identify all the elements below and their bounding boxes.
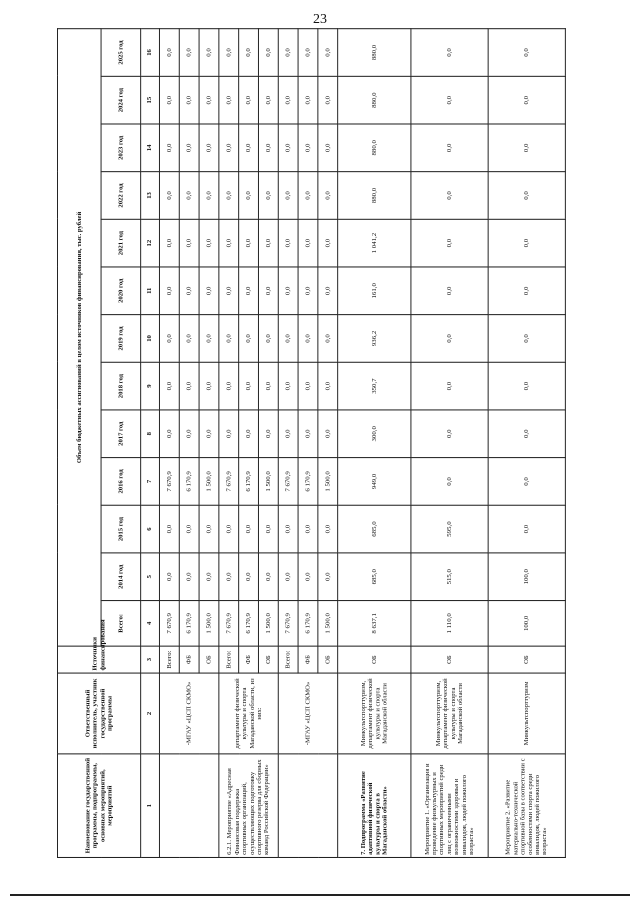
value-cell: 1 041,2 [338,219,411,267]
value-cell: 0,0 [258,410,278,458]
column-index: 14 [141,124,160,172]
value-cell: 0,0 [159,29,179,77]
value-cell: 0,0 [199,29,219,77]
row-source: ОБ [258,646,278,673]
value-cell: 880,0 [338,76,411,124]
value-cell: 685,0 [338,553,411,601]
value-cell: 0,0 [239,505,259,553]
value-cell: 0,0 [298,315,318,363]
header-year: 2023 год [101,124,141,172]
value-cell: 0,0 [159,553,179,601]
table-row [219,29,239,858]
value-cell: 0,0 [258,362,278,410]
table-row [411,29,488,858]
table-row [159,29,179,858]
value-cell: 0,0 [239,172,259,220]
value-cell: 0,0 [298,362,318,410]
column-index: 16 [141,29,160,77]
value-cell: 0,0 [411,410,488,458]
table-row [278,29,298,858]
value-cell: 0,0 [278,219,298,267]
value-cell: 0,0 [179,315,199,363]
column-index: 8 [141,410,160,458]
column-index: 6 [141,505,160,553]
row-source: Всего: [278,646,298,673]
row-source: Всего: [159,646,179,673]
value-cell: 0,0 [179,219,199,267]
value-cell: 0,0 [239,410,259,458]
header-year: 2024 год [101,76,141,124]
column-index: 15 [141,76,160,124]
column-index: 3 [141,646,160,673]
value-cell: 0,0 [298,219,318,267]
value-cell: 0,0 [258,172,278,220]
value-cell: 685,0 [338,505,411,553]
row-executor: -МГАУ «ЦСП СКМО» [159,673,218,754]
value-cell: 0,0 [318,505,338,553]
value-cell: 0,0 [411,267,488,315]
value-cell: 0,0 [488,362,565,410]
header-name: Наименование государственной программы, подпрограммы, основных мероприятий, мероприятий [57,754,140,858]
row-source: ОБ [411,646,488,673]
value-cell: 0,0 [298,76,318,124]
value-cell: 0,0 [219,362,239,410]
value-cell: 0,0 [278,267,298,315]
value-cell: 0,0 [199,172,219,220]
value-cell: 7 670,9 [278,458,298,506]
column-index: 7 [141,458,160,506]
value-cell: 0,0 [488,172,565,220]
value-cell: 0,0 [318,410,338,458]
value-cell: 0,0 [411,315,488,363]
value-cell: 880,0 [338,172,411,220]
value-cell: 0,0 [258,76,278,124]
value-cell: 0,0 [239,315,259,363]
value-cell: 0,0 [159,219,179,267]
value-cell: 6 170,9 [239,601,259,647]
value-cell: 0,0 [179,553,199,601]
value-cell: 0,0 [318,362,338,410]
header-year: 2014 год [101,553,141,601]
header-year: 2015 год [101,505,141,553]
value-cell: 0,0 [258,219,278,267]
value-cell: 1 500,0 [199,458,219,506]
value-cell: 0,0 [219,219,239,267]
header-year: 2017 год [101,410,141,458]
value-cell: 0,0 [199,219,219,267]
value-cell: 0,0 [159,362,179,410]
value-cell: 6 170,9 [179,601,199,647]
table-row [338,29,411,858]
value-cell: 949,0 [338,458,411,506]
value-cell: 0,0 [258,553,278,601]
column-index-row [141,29,160,858]
value-cell: 0,0 [318,124,338,172]
value-cell: 7 670,9 [219,601,239,647]
value-cell: 7 670,9 [159,601,179,647]
value-cell: 0,0 [278,362,298,410]
value-cell: 0,0 [159,124,179,172]
value-cell: 0,0 [278,29,298,77]
column-index: 5 [141,553,160,601]
value-cell: 0,0 [488,458,565,506]
value-cell: 0,0 [318,315,338,363]
value-cell: 0,0 [318,172,338,220]
value-cell: 1 500,0 [258,601,278,647]
header-year: 2019 год [101,315,141,363]
header-year: 2022 год [101,172,141,220]
row-source: ФБ [179,646,199,673]
row-source: ОБ [318,646,338,673]
row-name: Мероприятие 1. «Организация и проведение физкультурных и спортивных мероприятий среди лиц с ограниченными возможностями здоровья и инвалидов, людей пожилого возраста» [411,754,488,858]
header-volume: Объем бюджетных ассигнований в целом источников финансирования, тыс. рублей [57,29,101,647]
value-cell: 0,0 [278,124,298,172]
row-name: 6.2.1. Мероприятие «Адресная Финансовая поддержка спортивных организаций, осуществляющих подготовку спортивного резерва для сборных команд Российской Федерации» [219,754,278,858]
value-cell: 0,0 [258,505,278,553]
value-cell: 0,0 [298,29,318,77]
value-cell: 0,0 [199,410,219,458]
row-executor: -МГАУ «ЦСП СКМО» [278,673,337,754]
value-cell: 0,0 [159,172,179,220]
value-cell: 0,0 [199,267,219,315]
value-cell: 0,0 [278,410,298,458]
value-cell: 515,0 [411,553,488,601]
value-cell: 0,0 [219,410,239,458]
value-cell: 0,0 [179,172,199,220]
row-executor: департамент физической культуры и спорта Магаданской области, из них: [219,673,278,754]
value-cell: 0,0 [159,76,179,124]
value-cell: 0,0 [411,29,488,77]
value-cell: 100,0 [488,601,565,647]
value-cell: 6 170,9 [298,458,318,506]
value-cell: 0,0 [488,410,565,458]
value-cell: 0,0 [318,76,338,124]
value-cell: 0,0 [239,553,259,601]
row-source: ОБ [199,646,219,673]
value-cell: 1 500,0 [318,601,338,647]
header-year: 2018 год [101,362,141,410]
value-cell: 0,0 [488,267,565,315]
value-cell: 0,0 [179,124,199,172]
value-cell: 0,0 [298,124,318,172]
bottom-rule [10,894,630,896]
header-executor: Ответственный исполнитель, участник государственной программы [57,673,140,754]
value-cell: 0,0 [159,410,179,458]
row-name: Мероприятие 2. «Развитие материально-технической спортивной базы в соответствии с особенностями спорта среди инвалидов, людей пожилого возраста» [488,754,565,858]
value-cell: 0,0 [199,505,219,553]
header-year: 2021 год [101,219,141,267]
value-cell: 7 670,9 [278,601,298,647]
header-source: Источники финансирования [57,646,140,673]
value-cell: 0,0 [219,267,239,315]
value-cell: 6 170,9 [239,458,259,506]
value-cell: 0,0 [219,124,239,172]
value-cell: 0,0 [488,76,565,124]
value-cell: 6 170,9 [298,601,318,647]
value-cell: 0,0 [258,267,278,315]
value-cell: 0,0 [318,29,338,77]
value-cell: 0,0 [219,553,239,601]
value-cell: 0,0 [199,124,219,172]
value-cell: 880,0 [338,124,411,172]
value-cell: 0,0 [411,362,488,410]
value-cell: 300,0 [338,410,411,458]
header-year: 2016 год [101,458,141,506]
value-cell: 0,0 [488,505,565,553]
row-source: ОБ [488,646,565,673]
value-cell: 0,0 [318,553,338,601]
value-cell: 0,0 [179,267,199,315]
value-cell: 0,0 [239,76,259,124]
value-cell: 0,0 [298,553,318,601]
value-cell: 0,0 [488,315,565,363]
value-cell: 0,0 [179,76,199,124]
value-cell: 0,0 [219,76,239,124]
value-cell: 0,0 [239,124,259,172]
value-cell: 0,0 [258,29,278,77]
value-cell: 1 110,0 [411,601,488,647]
value-cell: 0,0 [278,505,298,553]
column-index: 11 [141,267,160,315]
rotated-table-area [57,29,631,858]
value-cell: 1 500,0 [318,458,338,506]
value-cell: 0,0 [179,362,199,410]
row-name: 7. Подпрограмма «Развитие адаптивной физической культуры и спорта в Магаданской области» [338,754,411,858]
row-executor: Минкультспорттуризм [488,673,565,754]
value-cell: 7 670,9 [219,458,239,506]
value-cell: 0,0 [278,76,298,124]
value-cell: 0,0 [411,172,488,220]
value-cell: 0,0 [199,76,219,124]
value-cell: 161,0 [338,267,411,315]
value-cell: 0,0 [219,315,239,363]
value-cell: 936,2 [338,315,411,363]
value-cell: 0,0 [239,219,259,267]
page-number: 23 [313,12,327,27]
value-cell: 0,0 [219,505,239,553]
value-cell: 0,0 [199,553,219,601]
value-cell: 0,0 [488,219,565,267]
value-cell: 595,0 [411,505,488,553]
value-cell: 0,0 [179,410,199,458]
value-cell: 0,0 [159,315,179,363]
value-cell: 0,0 [239,267,259,315]
value-cell: 0,0 [411,458,488,506]
value-cell: 1 500,0 [258,458,278,506]
value-cell: 0,0 [278,315,298,363]
header-year: 2020 год [101,267,141,315]
value-cell: 0,0 [488,29,565,77]
value-cell: 0,0 [318,219,338,267]
value-cell: 0,0 [258,315,278,363]
value-cell: 7 670,9 [159,458,179,506]
value-cell: 880,0 [338,29,411,77]
value-cell: 0,0 [411,124,488,172]
row-name [159,754,218,858]
value-cell: 0,0 [411,76,488,124]
row-name [278,754,337,858]
value-cell: 0,0 [298,267,318,315]
table-row [488,29,565,858]
row-source: Всего: [219,646,239,673]
value-cell: 0,0 [318,267,338,315]
value-cell: 0,0 [298,410,318,458]
value-cell: 0,0 [179,29,199,77]
value-cell: 0,0 [278,172,298,220]
row-source: ФБ [239,646,259,673]
column-index: 13 [141,172,160,220]
header-total: Всего: [101,601,141,647]
column-index: 12 [141,219,160,267]
value-cell: 0,0 [219,29,239,77]
header-year: 2025 год [101,29,141,77]
column-index: 9 [141,362,160,410]
row-executor: Минкультспорттуризм, департамент физической культуры и спорта Магаданской области [338,673,411,754]
column-index: 10 [141,315,160,363]
value-cell: 0,0 [298,505,318,553]
value-cell: 0,0 [179,505,199,553]
value-cell: 8 637,1 [338,601,411,647]
value-cell: 1 500,0 [199,601,219,647]
value-cell: 0,0 [411,219,488,267]
row-executor: Минкультспорттуризм, департамент физической культуры и спорта Магаданской области [411,673,488,754]
value-cell: 0,0 [159,267,179,315]
value-cell: 0,0 [239,362,259,410]
value-cell: 0,0 [298,172,318,220]
column-index: 4 [141,601,160,647]
value-cell: 0,0 [159,505,179,553]
row-source: ФБ [298,646,318,673]
column-index: 2 [141,673,160,754]
value-cell: 0,0 [199,315,219,363]
value-cell: 100,0 [488,553,565,601]
value-cell: 0,0 [258,124,278,172]
value-cell: 0,0 [278,553,298,601]
value-cell: 0,0 [219,172,239,220]
value-cell: 0,0 [239,29,259,77]
value-cell: 0,0 [488,124,565,172]
column-index: 1 [141,754,160,858]
value-cell: 350,7 [338,362,411,410]
row-source: ОБ [338,646,411,673]
value-cell: 6 170,9 [179,458,199,506]
financing-table [57,28,566,858]
value-cell: 0,0 [199,362,219,410]
